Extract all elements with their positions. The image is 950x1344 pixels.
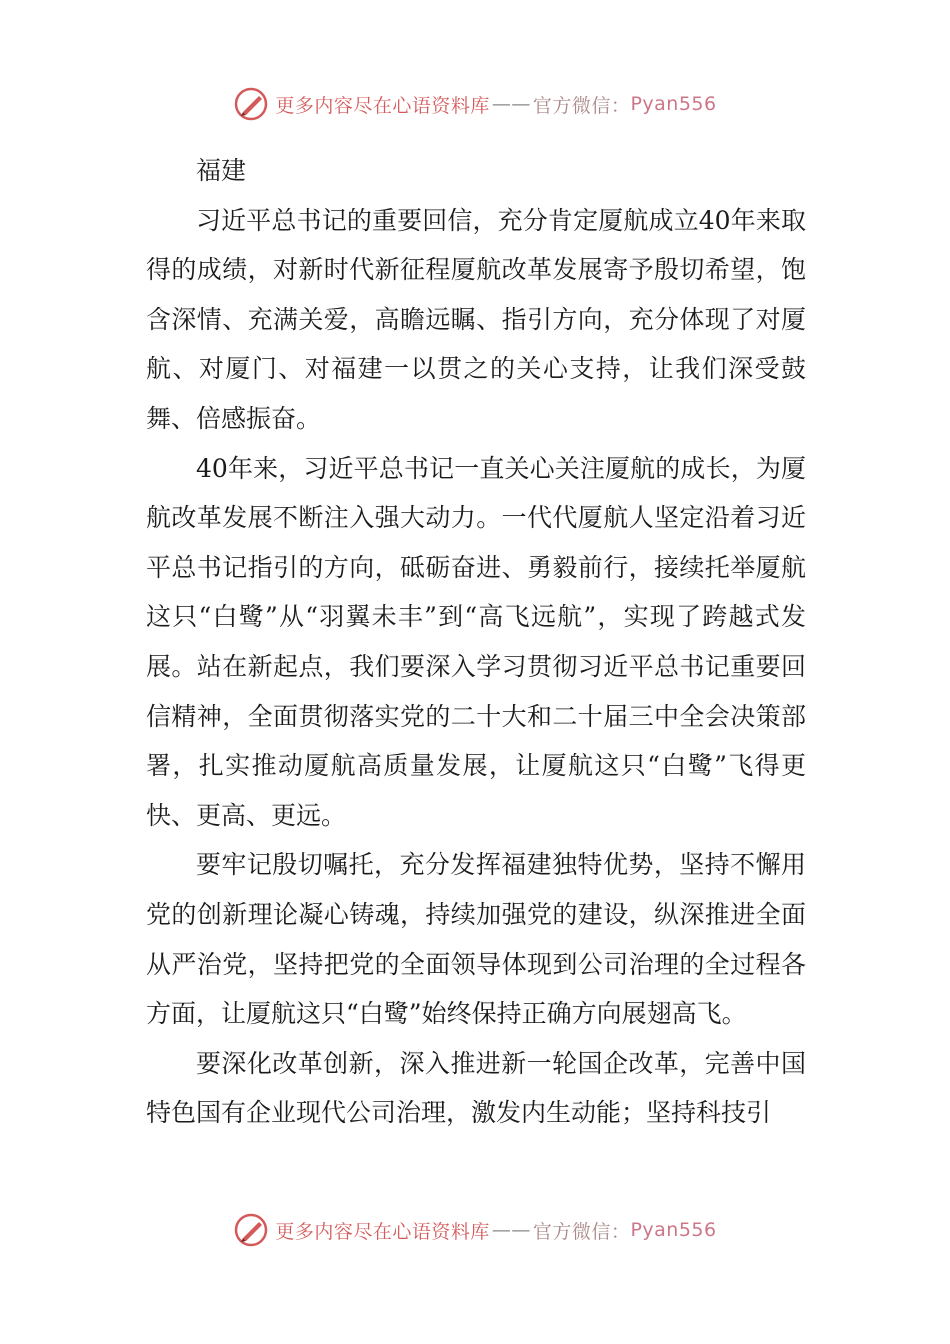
banner-separator: ——: [491, 1219, 531, 1241]
banner-wechat-label: 官方微信：: [532, 94, 631, 117]
paragraph: 40年来，习近平总书记一直关心关注厦航的成长，为厦航改革发展不断注入强大动力。一代代厦航人坚定沿着习近平总书记指引的方向，砥砺奋进、勇毅前行，接续托举厦航这只“白鹭”从“羽翼未丰”到“高飞远航”，实现了跨越式发展。站在新起点，我们要深入学习贯彻习近平总书记重要回信精神，全面贯彻落实党的二十大和二十届三中全会决策部署，扎实推动厦航高质量发展，让厦航这只“白鹭”飞得更快、更高、更远。: [146, 453, 806, 830]
banner-separator: ——: [491, 93, 531, 115]
paragraph: 要深化改革创新，深入推进新一轮国企改革，完善中国特色国有企业现代公司治理，激发内生动能；坚持科技引: [146, 1048, 806, 1128]
paragraph: 福建: [196, 156, 247, 185]
article-body: [146, 146, 806, 1138]
banner-wechat-id: Pyan556: [630, 1219, 717, 1241]
banner-wechat-label: 官方微信：: [532, 1220, 631, 1243]
pen-logo-icon: [233, 1212, 269, 1248]
footer-banner: [0, 1212, 950, 1248]
banner-prefix: 更多内容尽在心语资料库: [275, 1220, 490, 1243]
banner-wechat-id: Pyan556: [630, 93, 717, 115]
header-banner: [0, 86, 950, 122]
banner-prefix: 更多内容尽在心语资料库: [275, 94, 490, 117]
paragraph: 习近平总书记的重要回信，充分肯定厦航成立40年来取得的成绩，对新时代新征程厦航改革发展寄予殷切希望，饱含深情、充满关爱，高瞻远瞩、指引方向，充分体现了对厦航、对厦门、对福建一以贯之的关心支持，让我们深受鼓舞、倍感振奋。: [146, 205, 806, 433]
paragraph: 要牢记殷切嘱托，充分发挥福建独特优势，坚持不懈用党的创新理论凝心铸魂，持续加强党的建设，纵深推进全面从严治党，坚持把党的全面领导体现到公司治理的全过程各方面，让厦航这只“白鹭”始终保持正确方向展翅高飞。: [146, 850, 806, 1029]
pen-logo-icon: [233, 86, 269, 122]
